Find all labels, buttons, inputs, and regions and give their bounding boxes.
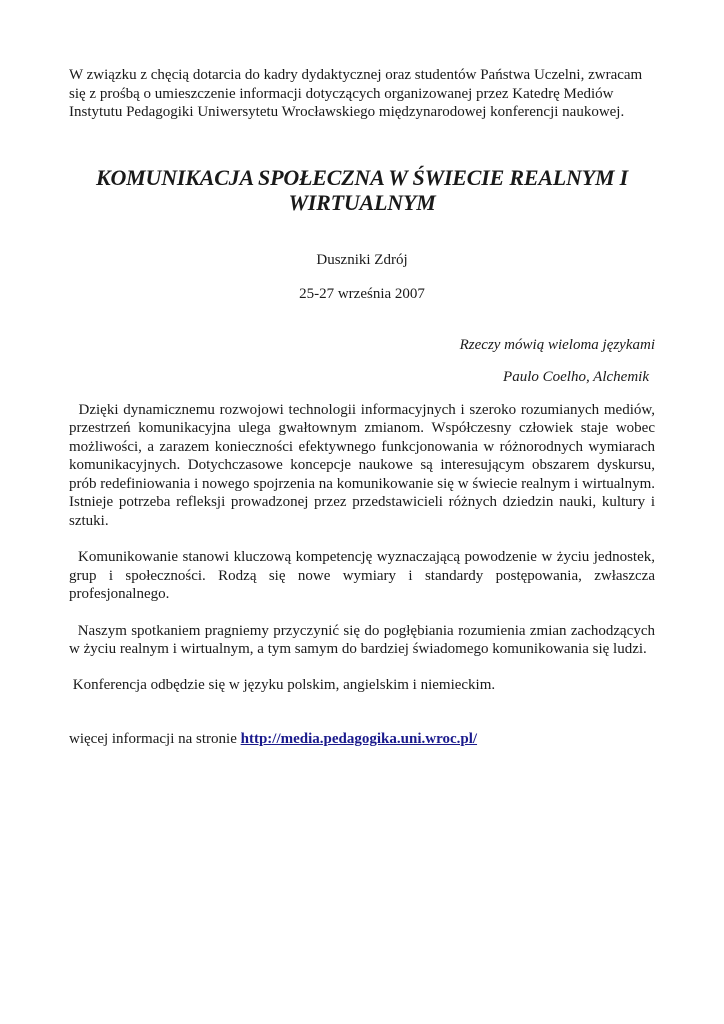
body-paragraph-2: Komunikowanie stanowi kluczową kompetencję wyznaczającą powodzenie w życiu jednostek, grup i społeczności. Rodzą się nowe wymiary i standardy postępowania, zwłaszcza profesjonalnego. [69,549,656,602]
conference-place: Duszniki Zdrój [316,251,408,268]
motto-author: Paulo Coelho, Alchemik [503,368,649,385]
more-info-label: więcej informacji na stronie [69,731,237,747]
body-paragraph-4: Konferencja odbędzie się w języku polskim, angielskim i niemieckim. [72,676,496,693]
motto-quote: Rzeczy mówią wieloma językami [459,336,655,353]
more-info-line [69,730,655,748]
body-paragraph-1: Dzięki dynamicznemu rozwojowi technologii informacyjnych i szeroko rozumianych mediów, przestrzeń komunikacyjna ulega gwałtownym zmianom. Współczesny człowiek staje wobec możliwości, a zarazem konieczności efektywnego funkcjonowania w różnorodnych wymiarach komunikacyjnych. Dotychczasowe koncepcje naukowe są interesującym obszarem dyskursu, prób redefiniowania i nowego spojrzenia na komunikowanie się w świecie realnym i wirtualnym. Istnieje potrzeba refleksji prowadzonej przez przedstawicieli różnych dziedzin nauki, kultury i sztuki. [69,401,655,529]
title-line-1: KOMUNIKACJA SPOŁECZNA W ŚWIECIE REALNYM I [96,164,628,190]
document-page [69,66,655,748]
website-link[interactable]: http://media.pedagogika.uni.wroc.pl/ [240,731,478,747]
conference-title [69,165,655,215]
intro-paragraph: W związku z chęcią dotarcia do kadry dydaktycznej oraz studentów Państwa Uczelni, zwracam się z prośbą o umieszczenie informacji dotyczących organizowanej przez Katedrę Mediów Instytutu Pedagogiki Uniwersytetu Wrocławskiego międzynarodowej konferencji naukowej. [69,67,643,120]
body-paragraph-3: Naszym spotkaniem pragniemy przyczynić się do pogłębiania rozumienia zmian zachodzących w życiu realnym i wirtualnym, a tym samym do bardziej świadomego komunikowania się ludzi. [69,622,655,657]
title-line-2: WIRTUALNYM [288,189,436,215]
conference-date: 25-27 września 2007 [299,285,425,302]
